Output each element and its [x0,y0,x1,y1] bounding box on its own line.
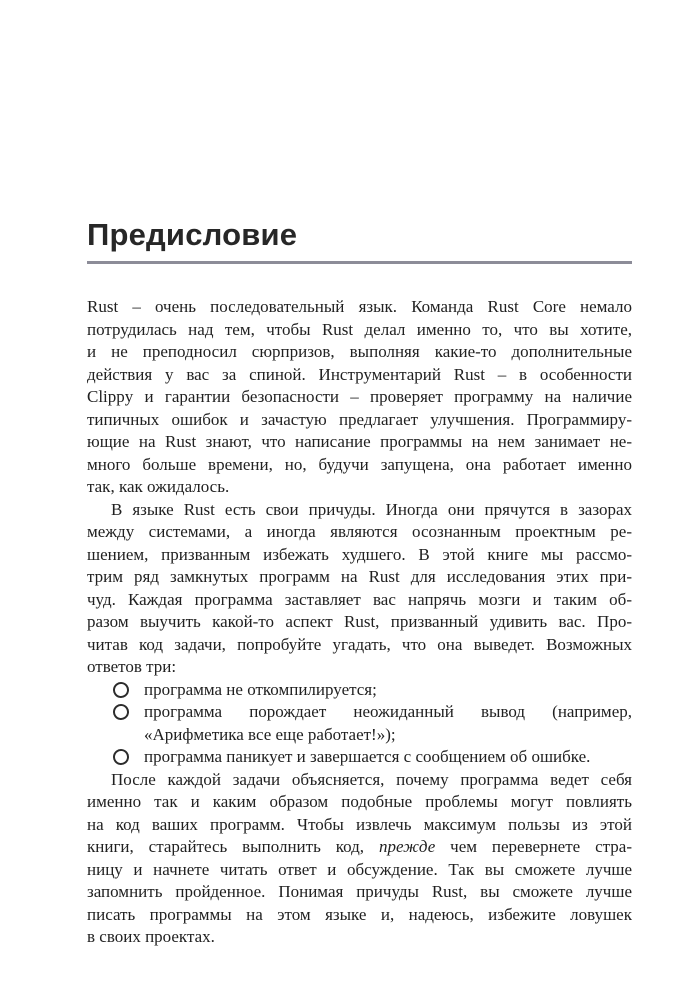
text-line [87,611,632,634]
text-line [87,859,632,882]
paragraph [87,296,632,499]
text-line [87,634,632,657]
text-line [87,364,632,387]
text-segment: читав код задачи, попробуйте угадать, что она выведет. Возможных [87,634,632,654]
text-line [87,926,632,949]
text-line [87,904,632,927]
text-segment: книги, старайтесь выполнить код, [87,837,379,856]
text-line [87,881,632,904]
text-segment: программа не откомпилируется; [144,679,377,699]
text-segment: программа порождает неожиданный вывод (например, [144,702,632,721]
paragraph [87,499,632,679]
text-segment: После каждой задачи объясняется, почему программа ведет себя [111,769,632,789]
text-segment: запомнить пройденное. Понимая причуды Rust, вы сможете лучше [87,882,632,901]
text-line [87,544,632,567]
text-segment: шением, призванным избежать худшего. В этой книге мы рассмо- [87,544,632,564]
circle-outline-bullet-icon [112,680,130,698]
list-item-text [144,701,632,746]
text-segment: трим ряд замкнутых программ на Rust для исследования этих при- [87,567,632,586]
text-segment: и не преподносил сюрпризов, выполняя какие-то дополнительные [87,342,632,361]
list-item-text [144,746,632,769]
text-line [87,656,632,679]
paragraph [87,769,632,949]
text-segment: разом выучить какой-то аспект Rust, призванный удивить вас. Про- [87,612,632,631]
text-segment: чем перевернете стра- [435,837,632,856]
circle-outline-bullet-icon [112,748,130,766]
text-line [87,814,632,837]
text-line [144,679,632,702]
text-line [87,521,632,544]
text-line [87,386,632,409]
list-item [113,679,632,702]
page-title: Предисловие [87,217,298,252]
text-line [87,499,632,522]
text-segment: В языке Rust есть свои причуды. Иногда они прячутся в зазорах [111,499,632,519]
text-line [87,476,632,499]
text-segment: Rust – очень последовательный язык. Команда Rust Core немало [87,297,632,316]
text-line [144,724,632,747]
text-line [87,769,632,792]
text-line [87,566,632,589]
text-line [87,409,632,432]
text-segment: действия у вас за спиной. Инструментарий Rust – в особенности [87,364,632,384]
text-column [87,296,632,949]
text-line [87,791,632,814]
answers-list [87,679,632,769]
italic-text: прежде [378,837,436,856]
list-item-text [144,679,632,702]
text-line [87,431,632,454]
text-line [87,296,632,319]
text-segment: ответов три: [87,657,177,676]
text-segment: именно так и каким образом подобные проблемы могут повлиять [87,792,632,811]
text-segment: ющие на Rust знают, что написание программы на нем занимает не- [87,432,632,451]
text-segment: так, как ожидалось. [87,477,230,496]
list-item [113,701,632,746]
text-segment: потрудилась над тем, чтобы Rust делал именно то, что вы хотите, [87,319,632,339]
heading-rule [87,261,632,264]
text-line [144,701,632,724]
text-segment: на код ваших программ. Чтобы извлечь максимум пользы из этой [87,814,632,834]
text-segment: Clippy и гарантии безопасности – проверяет программу на наличие [87,387,632,406]
text-line [144,746,632,769]
text-segment: программа паникует и завершается с сообщением об ошибке. [144,747,591,766]
text-line [87,589,632,612]
circle-outline-bullet-icon [112,703,130,721]
text-segment: чуд. Каждая программа заставляет вас напрячь мозги и таким об- [87,589,632,609]
text-segment: между системами, а иногда являются осознанным проектным ре- [87,522,632,541]
text-segment: в своих проектах. [87,927,215,946]
text-line [87,341,632,364]
text-segment: писать программы на этом языке и, надеюсь, избежите ловушек [87,904,632,924]
text-segment: типичных ошибок и зачастую предлагает улучшения. Программиру- [87,409,632,429]
text-line [87,319,632,342]
text-line [87,454,632,477]
text-segment: много больше времени, но, будучи запущена, она работает именно [87,454,632,474]
text-segment: «Арифметика все еще работает!»); [144,724,396,744]
text-segment: ницу и начнете читать ответ и обсуждение. Так вы сможете лучше [87,859,632,879]
text-line [87,836,632,859]
list-item [113,746,632,769]
